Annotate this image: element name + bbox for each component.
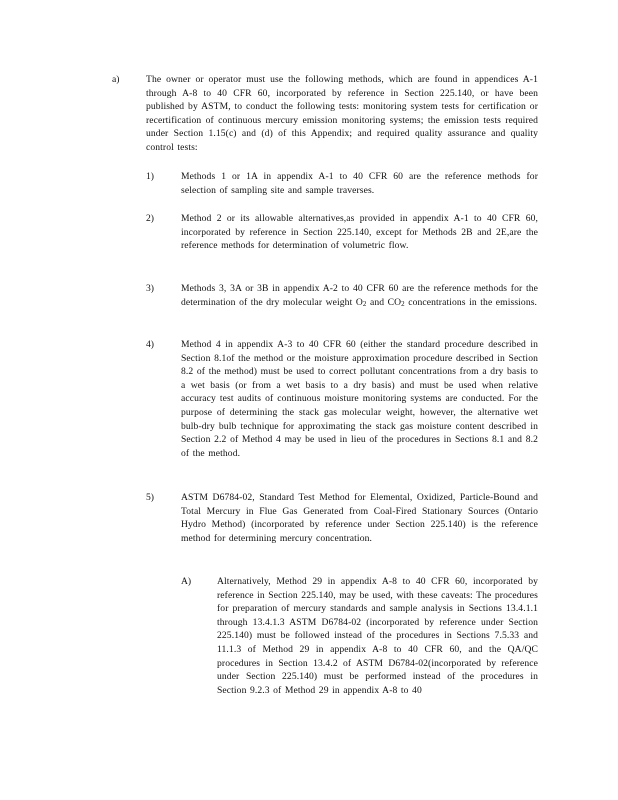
item-5-text: ASTM D6784-02, Standard Test Method for Elemental, Oxidized, Particle-Bound and Total Mercury in Flue Gas Generated from Coal-Fired Stationary Sources (Ontario Hydro Method) (incorporated by reference under Section 225.140) is the reference method for determining mercury concentration. <box>181 492 538 544</box>
item-3-text <box>181 282 538 309</box>
item-1-label: 1) <box>146 171 154 182</box>
item-A-label: A) <box>181 576 192 587</box>
item-A-text: Alternatively, Method 29 in appendix A-8 to 40 CFR 60, incorporated by reference in Section 225.140, may be used, with these caveats: The procedures for preparation of mercury standards and sample analysis in Sections 13.4.1.1 through 13.4.1.3 ASTM D6784-02 (incorporated by reference under Section 225.140) must be followed instead of the procedures in Sections 7.5.33 and 11.1.3 of Method 29 in appendix A-8 to 40 CFR 60, and the QA/QC procedures in Section 13.4.2 of ASTM D6784-02(incorporated by reference under Section 225.140) must be performed instead of the procedures in Section 9.2.3 of Method 29 in appendix A-8 to 40 <box>217 576 538 696</box>
item-a-label: a) <box>112 74 120 85</box>
item-3-text-part-3: concentrations in the emissions. <box>404 296 538 308</box>
co2-subscript: 2 <box>401 299 405 308</box>
item-2-text: Method 2 or its allowable alternatives,as provided in appendix A-1 to 40 CFR 60, incorporated by reference in Section 225.140, except for Methods 2B and 2E,are the reference methods for determination of volumetric flow. <box>181 213 538 252</box>
item-3-text-part-1: Methods 3, 3A or 3B in appendix A-2 to 40 CFR 60 are the reference methods for the determination of the dry molecular weight O <box>181 283 538 308</box>
item-4-label: 4) <box>146 339 154 350</box>
item-1-text: Methods 1 or 1A in appendix A-1 to 40 CFR 60 are the reference methods for selection of sampling site and sample traverses. <box>181 171 538 196</box>
o2-subscript: 2 <box>362 299 367 308</box>
item-4-text: Method 4 in appendix A-3 to 40 CFR 60 (either the standard procedure described in Section 8.1of the method or the moisture approximation procedure described in Section 8.2 of the method) must be used to correct pollutant concentrations from a dry basis to a wet basis (or from a wet basis to a dry basis) and must be used when relative accuracy test audits of continuous moisture monitoring systems are conducted. For the purpose of determining the stack gas molecular weight, however, the alternative wet bulb-dry bulb technique for approximating the stack gas moisture content described in Section 2.2 of Method 4 may be used in lieu of the procedures in Sections 8.1 and 8.2 of the method. <box>181 339 538 459</box>
item-5-label: 5) <box>146 492 154 503</box>
item-a-text: The owner or operator must use the following methods, which are found in appendices A-1 through A-8 to 40 CFR 60, incorporated by reference in Section 225.140, or have been published by ASTM, to conduct the following tests: monitoring system tests for certification or recertification of continuous mercury emission monitoring systems; the emission tests required under Section 1.15(c) and (d) of this Appendix; and required quality assurance and quality control tests: <box>146 74 538 153</box>
item-2-label: 2) <box>146 213 154 224</box>
item-3-text-part-2: and CO <box>366 296 402 308</box>
item-3-label: 3) <box>146 283 154 294</box>
